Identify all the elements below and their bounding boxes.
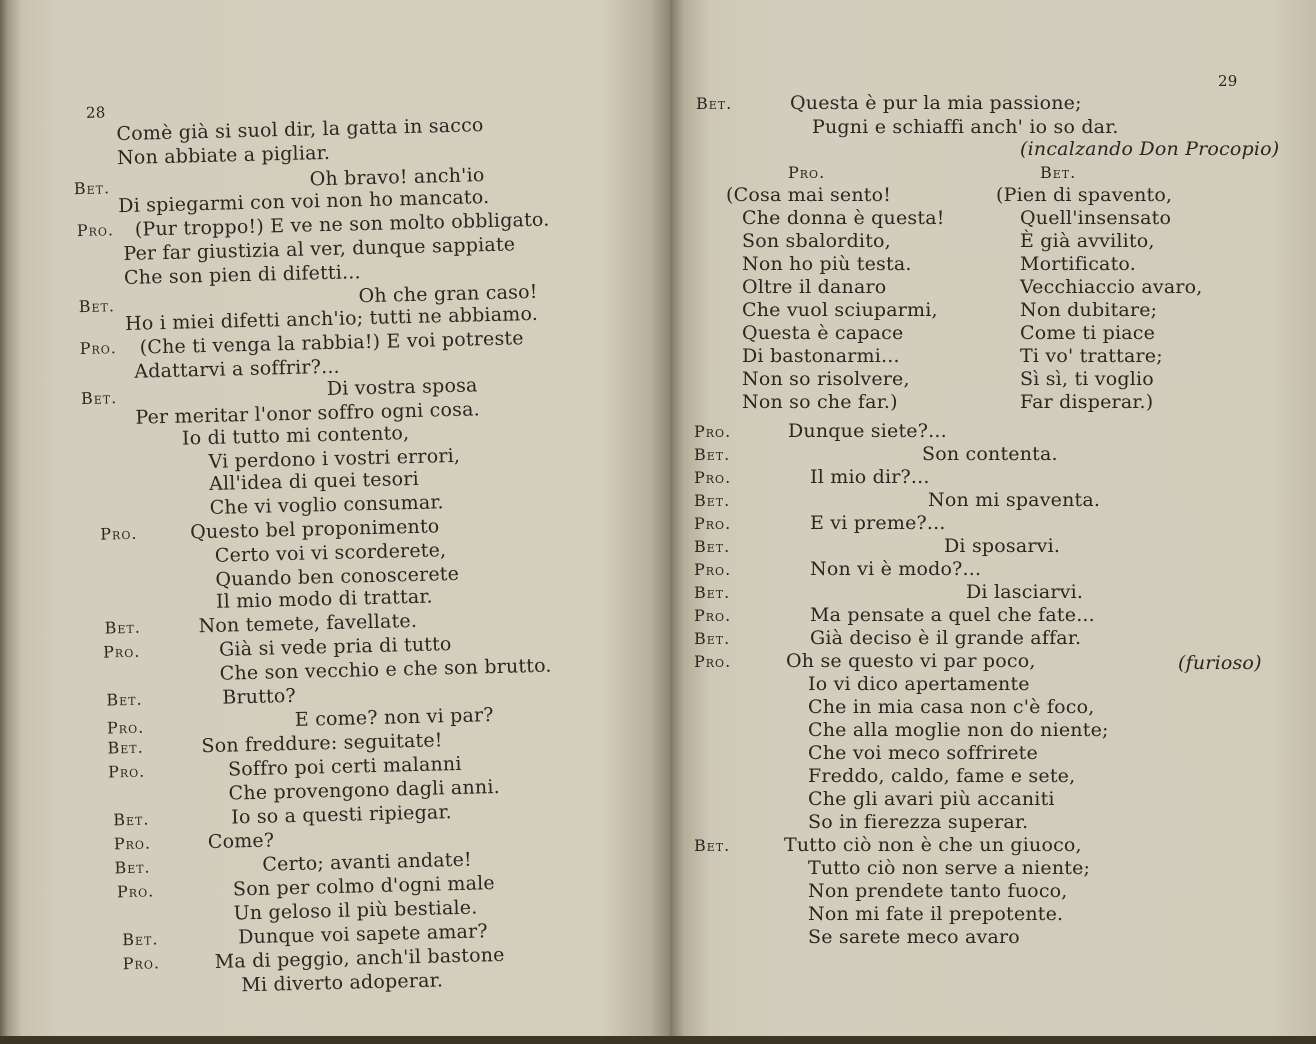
speaker-label: Pro. — [694, 514, 732, 533]
verse-line: Che provengono dagli anni. — [228, 775, 501, 805]
speaker-label: Pro. — [107, 761, 146, 782]
duet-line-left: (Cosa mai sento! — [726, 184, 892, 206]
verse-line: Adattarvi a soffrir?... — [134, 355, 341, 383]
speaker-label: Pro. — [106, 717, 145, 738]
verse-line: Non mi fate il prepotente. — [808, 903, 1064, 925]
duet-line-left: Son sbalordito, — [742, 230, 891, 252]
verse-line: Quando ben conoscerete — [215, 562, 460, 591]
speaker-label: Bet. — [107, 737, 144, 758]
verse-line: Tutto ciò non è che un giuoco, — [784, 834, 1082, 856]
duet-line-right: Ti vo' trattare; — [1020, 345, 1163, 367]
verse-line: E vi preme?... — [810, 512, 946, 534]
verse-line: Il mio dir?... — [810, 466, 930, 488]
stage-direction: (incalzando Don Procopio) — [1020, 138, 1280, 160]
verse-line: Son contenta. — [922, 443, 1058, 465]
verse-line: Il mio modo di trattar. — [215, 585, 434, 613]
verse-line: Comè già si suol dir, la gatta in sacco — [116, 114, 484, 146]
duet-speaker-left: Pro. — [788, 163, 826, 182]
verse-line: Per far giustizia al ver, dunque sappiate — [123, 233, 516, 265]
right-page-text — [670, 0, 1316, 1036]
speaker-label: Bet. — [114, 857, 151, 878]
verse-line: Oh che gran caso! — [358, 280, 538, 308]
verse-line: Non vi è modo?... — [810, 558, 982, 580]
duet-line-right: Mortificato. — [1020, 253, 1136, 275]
verse-line: Di spiegarmi con voi non ho mancato. — [117, 186, 490, 218]
verse-line: All'idea di quei tesori — [208, 467, 420, 495]
duet-line-left: Che vuol sciuparmi, — [742, 299, 938, 321]
verse-line: Brutto? — [222, 684, 297, 709]
verse-line: Oh bravo! anch'io — [309, 164, 485, 191]
speaker-label: Bet. — [73, 178, 111, 199]
verse-line: Ho i miei difetti anch'io; tutti ne abbiamo. — [124, 302, 539, 335]
verse-line: Di vostra sposa — [326, 374, 478, 401]
speaker-label: Bet. — [104, 617, 142, 638]
speaker-label: Pro. — [116, 881, 155, 902]
speaker-label: Pro. — [694, 652, 732, 671]
verse-line: Io vi dico apertamente — [808, 673, 1030, 695]
verse-line: Un geloso il più bestiale. — [233, 896, 478, 925]
stage-direction: (furioso) — [1178, 652, 1262, 674]
speaker-label: Bet. — [113, 809, 150, 830]
duet-line-right: Come ti piace — [1020, 322, 1156, 344]
duet-line-right: È già avvilito, — [1020, 230, 1155, 252]
verse-line: Io di tutto mi contento, — [181, 422, 410, 450]
verse-line: Non abbiate a pigliar. — [116, 141, 331, 170]
verse-line: Per meritar l'onor soffro ogni cosa. — [135, 398, 481, 429]
verse-line: Son per colmo d'ogni male — [232, 872, 496, 901]
duet-line-left: Che donna è questa! — [742, 207, 945, 229]
verse-line: Che alla moglie non do niente; — [808, 719, 1109, 741]
page-number: 28 — [85, 103, 106, 122]
duet-line-right: Vecchiaccio avaro, — [1020, 276, 1203, 298]
verse-line: Che son pien di difetti... — [123, 261, 361, 289]
verse-line: Questa è pur la mia passione; — [790, 92, 1082, 114]
verse-line: Che gli avari più accaniti — [808, 788, 1055, 810]
verse-line: (Che ti venga la rabbia!) E voi potreste — [139, 327, 524, 359]
speaker-label: Pro. — [694, 560, 732, 579]
verse-line: Di sposarvi. — [944, 535, 1061, 557]
verse-line: Ma pensate a quel che fate... — [810, 604, 1095, 626]
duet-line-left: Non ho più testa. — [742, 253, 912, 275]
verse-line: Se sarete meco avaro — [808, 926, 1020, 948]
duet-line-left: Di bastonarmi... — [742, 345, 900, 367]
verse-line: Mi diverto adoperar. — [241, 969, 444, 997]
verse-line: Io so a questi ripiegar. — [230, 801, 453, 829]
speaker-label: Pro. — [122, 953, 161, 974]
speaker-label: Pro. — [113, 833, 152, 854]
speaker-label: Pro. — [694, 468, 732, 487]
verse-line: Non mi spaventa. — [928, 489, 1101, 511]
verse-line: Pugni e schiaffi anch' io so dar. — [812, 116, 1119, 138]
right-page — [670, 0, 1316, 1036]
verse-line: Certo voi vi scorderete, — [214, 539, 447, 567]
page-number: 29 — [1218, 72, 1238, 90]
verse-line: Freddo, caldo, fame e sete, — [808, 765, 1076, 787]
verse-line: Ma di peggio, anch'il bastone — [214, 943, 505, 973]
verse-line: Già deciso è il grande affar. — [810, 627, 1082, 649]
verse-line: Non temete, favellate. — [198, 609, 418, 638]
speaker-label: Pro. — [79, 338, 118, 359]
verse-line: Son freddure: seguitate! — [201, 729, 443, 758]
speaker-label: Bet. — [694, 629, 731, 648]
speaker-label: Pro. — [76, 220, 115, 241]
verse-line: (Pur troppo!) E ve ne son molto obbligato. — [134, 208, 550, 241]
duet-line-right: Far disperar.) — [1020, 391, 1154, 413]
duet-line-right: Quell'insensato — [1020, 207, 1172, 229]
verse-line: Dunque siete?... — [788, 420, 947, 442]
duet-line-right: Non dubitare; — [1020, 299, 1158, 321]
duet-line-left: Non so risolvere, — [742, 368, 910, 390]
duet-line-left: Questa è capace — [742, 322, 904, 344]
speaker-label: Pro. — [100, 523, 138, 544]
speaker-label: Bet. — [694, 836, 731, 855]
verse-line: Già si vede pria di tutto — [218, 633, 452, 661]
speaker-label: Bet. — [78, 296, 116, 317]
verse-line: So in fierezza superar. — [808, 811, 1029, 833]
verse-line: Che voi meco soffrirete — [808, 742, 1038, 764]
duet-line-right: (Pien di spavento, — [996, 184, 1173, 206]
speaker-label: Pro. — [694, 606, 732, 625]
verse-line: Che vi voglio consumar. — [209, 491, 445, 519]
speaker-label: Pro. — [694, 422, 732, 441]
verse-line: Certo; avanti andate! — [262, 848, 473, 876]
verse-line: Dunque voi sapete amar? — [237, 920, 488, 949]
verse-line: Questo bel proponimento — [189, 515, 440, 544]
duet-line-right: Sì sì, ti voglio — [1020, 368, 1154, 390]
duet-line-left: Oltre il danaro — [742, 276, 887, 298]
speaker-label: Bet. — [106, 689, 143, 710]
speaker-label: Bet. — [694, 491, 731, 510]
verse-line: Che son vecchio e che son brutto. — [219, 654, 552, 685]
speaker-label: Bet. — [694, 537, 731, 556]
speaker-label: Bet. — [696, 94, 733, 113]
verse-line: Di lasciarvi. — [966, 581, 1084, 603]
duet-speaker-right: Bet. — [1040, 163, 1077, 182]
verse-line: Non prendete tanto fuoco, — [808, 880, 1068, 902]
duet-line-left: Non so che far.) — [742, 391, 898, 413]
speaker-label: Bet. — [694, 583, 731, 602]
verse-line: Oh se questo vi par poco, — [786, 650, 1036, 672]
speaker-label: Bet. — [80, 388, 118, 409]
verse-line: Vi perdono i vostri errori, — [208, 444, 461, 473]
verse-line: Tutto ciò non serve a niente; — [808, 857, 1091, 879]
verse-line: Come? — [207, 829, 275, 854]
verse-line: E come? non vi par? — [294, 704, 494, 731]
speaker-label: Bet. — [121, 929, 159, 950]
verse-line: Soffro poi certi malanni — [227, 752, 462, 781]
speaker-label: Pro. — [102, 641, 141, 662]
speaker-label: Bet. — [694, 445, 731, 464]
verse-line: Che in mia casa non c'è foco, — [808, 696, 1095, 718]
